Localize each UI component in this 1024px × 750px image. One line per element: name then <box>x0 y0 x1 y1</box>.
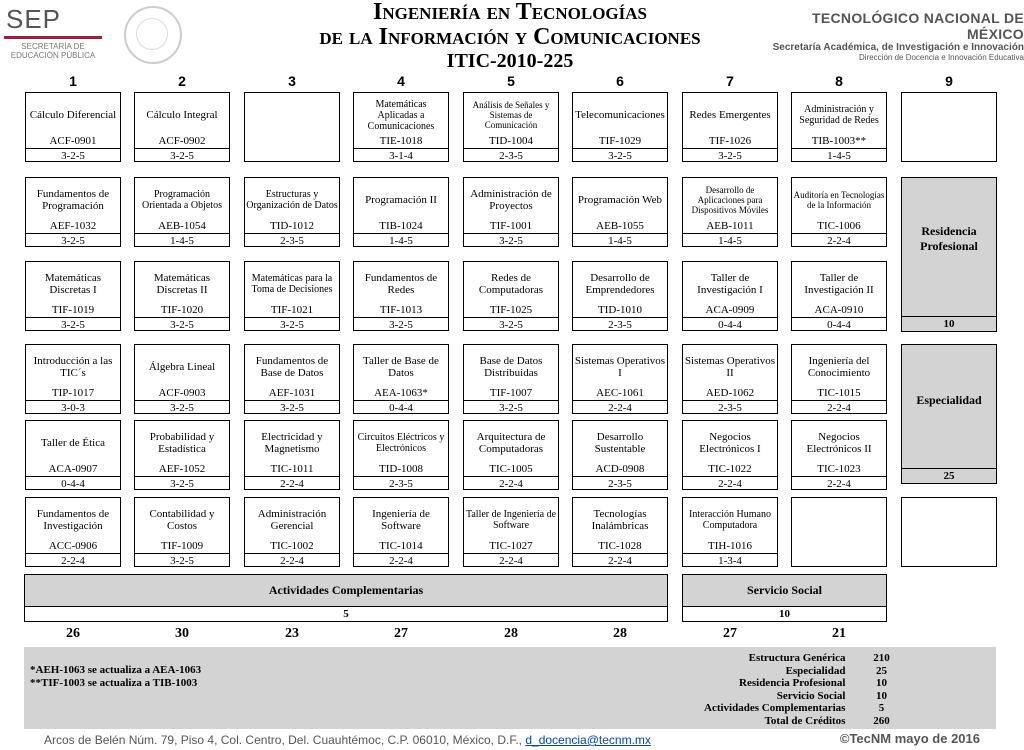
summary-label: Servicio Social <box>776 689 846 702</box>
credit-summary <box>700 652 913 727</box>
course-code: AEC-1061 <box>596 387 644 399</box>
semester-number: 5 <box>507 73 515 89</box>
summary-row <box>700 677 913 690</box>
course-cell <box>134 497 230 567</box>
course-credits: 3-2-5 <box>573 148 667 163</box>
summary-row <box>700 652 913 665</box>
course-code: TIC-1027 <box>489 540 533 552</box>
course-code: TID-1004 <box>489 135 533 147</box>
course-code: AEB-1011 <box>706 220 754 232</box>
course-name: Sistemas Operativos I <box>574 355 666 379</box>
course-cell <box>572 261 668 331</box>
course-credits: 3-2-5 <box>464 233 558 248</box>
course-name: Contabilidad y Costos <box>149 508 215 532</box>
residencia-profesional-block <box>901 177 997 332</box>
course-code: AEA-1063* <box>374 387 428 399</box>
footnotes <box>30 664 201 690</box>
summary-value: 210 <box>873 652 890 664</box>
course-name: Desarrollo Sustentable <box>594 431 646 455</box>
course-cell <box>791 420 887 490</box>
course-cell <box>463 344 559 414</box>
course-name: Electricidad y Magnetismo <box>261 431 323 455</box>
course-code: TIF-1025 <box>489 304 533 316</box>
course-code: ACD-0908 <box>595 463 645 475</box>
semester-number: 4 <box>397 73 405 89</box>
course-cell <box>134 177 230 247</box>
course-credits: 1-4-5 <box>683 233 777 248</box>
course-credits: 2-2-4 <box>354 553 448 568</box>
course-name: Ingeniería del Conocimiento <box>807 355 871 379</box>
course-code: AEF-1032 <box>49 220 97 232</box>
course-cell <box>353 420 449 490</box>
course-code: ACF-0902 <box>158 135 206 147</box>
summary-label: Actividades Complementarias <box>704 702 846 714</box>
course-code: ACA-0909 <box>705 304 755 316</box>
course-cell <box>25 497 121 567</box>
course-code: ACA-0910 <box>814 304 864 316</box>
tecnm-secretaria: Secretaría Académica, de Investigación e Innovación <box>772 42 1024 53</box>
course-name: Matemáticas Discretas I <box>44 272 102 296</box>
course-cell <box>791 497 887 567</box>
course-name: Estructuras y Organización de Datos <box>246 189 338 211</box>
course-name: Cálculo Integral <box>146 109 218 121</box>
course-cell <box>791 344 887 414</box>
course-credits: 3-2-5 <box>245 317 339 332</box>
course-cell <box>134 420 230 490</box>
course-code: ACF-0901 <box>49 135 97 147</box>
course-cell <box>682 497 778 567</box>
course-name: Redes de Computadoras <box>478 272 544 296</box>
plan-code: ITIC-2010-225 <box>446 50 574 72</box>
course-cell <box>682 92 778 162</box>
course-credits: 1-4-5 <box>573 233 667 248</box>
course-credits: 1-3-4 <box>683 553 777 568</box>
course-cell <box>572 420 668 490</box>
course-cell <box>572 92 668 162</box>
course-cell <box>572 344 668 414</box>
semester-number: 7 <box>726 73 734 89</box>
course-code: ACF-0903 <box>158 387 206 399</box>
actividades-complementarias-block <box>24 574 668 622</box>
residencia-label: Residencia Profesional <box>920 224 978 253</box>
course-name: Programación II <box>365 194 437 206</box>
semester-total: 26 <box>66 626 80 641</box>
sep-logo-bar <box>4 36 102 39</box>
course-code: ACA-0907 <box>48 463 98 475</box>
course-credits: 2-2-4 <box>245 553 339 568</box>
course-name: Redes Emergentes <box>689 109 771 121</box>
copyright: ©TecNM mayo de 2016 <box>839 731 980 746</box>
course-cell <box>244 420 340 490</box>
course-credits: 1-4-5 <box>354 233 448 248</box>
course-name: Negocios Electrónicos II <box>806 431 872 455</box>
semester-total: 30 <box>175 626 189 641</box>
course-cell <box>463 261 559 331</box>
residencia-credits: 10 <box>902 316 996 331</box>
course-cell <box>682 177 778 247</box>
course-cell <box>353 497 449 567</box>
course-credits: 2-2-4 <box>573 400 667 415</box>
course-cell <box>901 497 997 567</box>
course-credits: 3-0-3 <box>26 400 120 415</box>
course-credits: 3-2-5 <box>245 400 339 415</box>
summary-label: Especialidad <box>785 664 846 677</box>
title-line-1: Ingeniería en Tecnologías <box>372 0 648 25</box>
summary-value: 10 <box>875 677 887 689</box>
course-code: TID-1010 <box>598 304 642 316</box>
course-code: TIC-1011 <box>270 463 314 475</box>
course-name: Taller de Ética <box>41 437 105 449</box>
footnote: **TIF-1003 se actualiza a TIB-1003 <box>30 677 198 689</box>
course-name: Negocios Electrónicos I <box>699 431 761 455</box>
course-code: TIC-1006 <box>817 220 861 232</box>
course-code: TIF-1026 <box>708 135 752 147</box>
course-credits: 3-2-5 <box>26 317 120 332</box>
course-cell <box>25 261 121 331</box>
course-cell <box>901 92 997 162</box>
address-text: Arcos de Belén Núm. 79, Piso 4, Col. Centro, Del. Cuauhtémoc, C.P. 06010, México, D.F., <box>44 733 526 747</box>
course-cell <box>353 177 449 247</box>
course-name: Fundamentos de Redes <box>364 272 438 296</box>
semester-number: 1 <box>69 73 77 89</box>
course-code: TIF-1029 <box>598 135 642 147</box>
course-name: Programación Web <box>577 194 663 206</box>
summary-value: 25 <box>875 664 887 677</box>
sep-logo-subtitle: SECRETARÍA DE EDUCACIÓN PÚBLICA <box>10 42 96 60</box>
semester-total: 28 <box>613 626 627 641</box>
summary-label: Total de Créditos <box>764 714 846 727</box>
course-code: ACC-0906 <box>48 540 98 552</box>
course-credits: 2-2-4 <box>683 476 777 491</box>
semester-total: 28 <box>504 626 518 641</box>
course-name: Análisis de Señales y Sistemas de Comunicación <box>472 100 550 130</box>
course-name: Ingeniería de Software <box>372 508 430 532</box>
course-name: Taller de Investigación I <box>697 272 763 296</box>
course-name: Auditoría en Tecnologías de la Información <box>793 190 885 210</box>
summary-value: 260 <box>873 714 890 727</box>
course-code: TIF-1007 <box>489 387 533 399</box>
course-code: TIC-1028 <box>598 540 642 552</box>
course-cell <box>463 92 559 162</box>
course-credits: 0-4-4 <box>354 400 448 415</box>
course-name: Tecnologías Inalámbricas <box>591 508 649 532</box>
course-cell <box>791 177 887 247</box>
course-code: TIB-1003** <box>811 135 867 147</box>
especialidad-label: Especialidad <box>916 393 982 407</box>
semester-number: 2 <box>178 73 186 89</box>
course-name: Taller de Investigación II <box>804 272 874 296</box>
summary-label: Residencia Profesional <box>739 677 846 689</box>
course-name: Programación Orientada a Objetos <box>142 189 222 211</box>
course-credits: 3-2-5 <box>683 148 777 163</box>
course-code: AEB-1055 <box>596 220 644 232</box>
course-credits: 0-4-4 <box>683 317 777 332</box>
course-name <box>903 95 995 135</box>
course-cell <box>791 261 887 331</box>
actividades-label: Actividades Complementarias <box>268 583 424 597</box>
course-code: AEF-1031 <box>268 387 316 399</box>
course-name: Álgebra Lineal <box>148 361 216 373</box>
semester-number: 6 <box>616 73 624 89</box>
especialidad-credits: 25 <box>902 468 996 483</box>
course-name: Taller de Ingeniería de Software <box>465 509 557 531</box>
course-code: TIP-1017 <box>51 387 95 399</box>
course-credits: 3-1-4 <box>354 148 448 163</box>
tecnm-name: TECNOLÓGICO NACIONAL DE MÉXICO <box>812 10 1024 42</box>
course-cell <box>25 177 121 247</box>
page-title <box>240 0 780 72</box>
course-cell <box>463 177 559 247</box>
course-credits: 2-3-5 <box>683 400 777 415</box>
course-code: TIC-1015 <box>817 387 861 399</box>
semester-number: 8 <box>835 73 843 89</box>
coat-of-arms-seal-icon <box>124 6 182 64</box>
course-cell <box>134 92 230 162</box>
course-credits: 3-2-5 <box>26 148 120 163</box>
course-code: TIC-1014 <box>379 540 423 552</box>
summary-row <box>700 665 913 678</box>
course-code: AED-1062 <box>705 387 755 399</box>
course-cell <box>791 92 887 162</box>
course-code: TIF-1019 <box>51 304 95 316</box>
course-credits: 2-2-4 <box>792 400 886 415</box>
summary-label: Estructura Genérica <box>748 652 846 664</box>
course-cell <box>353 92 449 162</box>
course-name: Matemáticas para la Toma de Decisiones <box>251 273 333 295</box>
summary-row <box>700 702 913 715</box>
course-name: Circuitos Eléctricos y Electrónicos <box>357 432 445 454</box>
semester-total: 23 <box>285 626 299 641</box>
course-name: Telecomunicaciones <box>575 109 665 121</box>
course-credits: 2-2-4 <box>792 476 886 491</box>
course-name: Desarrollo de Aplicaciones para Dispositivos Móviles <box>691 185 769 215</box>
sep-logo <box>4 4 114 60</box>
semester-number: 3 <box>288 73 296 89</box>
course-cell <box>134 344 230 414</box>
summary-value: 5 <box>878 702 885 714</box>
course-name: Administración de Proyectos <box>470 188 552 212</box>
course-name: Matemáticas Discretas II <box>153 272 211 296</box>
course-code: AEF-1052 <box>158 463 206 475</box>
course-code: TIF-1020 <box>160 304 204 316</box>
course-credits: 3-2-5 <box>135 148 229 163</box>
semester-total: 21 <box>832 626 846 641</box>
course-credits: 2-2-4 <box>464 476 558 491</box>
course-cell <box>244 261 340 331</box>
course-credits: 1-4-5 <box>792 148 886 163</box>
course-name: Taller de Base de Datos <box>363 355 439 379</box>
course-code: TIC-1002 <box>270 540 314 552</box>
especialidad-block <box>901 344 997 484</box>
course-name <box>246 95 338 135</box>
course-code: TIC-1005 <box>489 463 533 475</box>
course-name: Administración Gerencial <box>257 508 327 532</box>
course-credits: 3-2-5 <box>26 233 120 248</box>
servicio-credits: 10 <box>683 606 886 621</box>
course-code: TIC-1022 <box>708 463 752 475</box>
tecnm-logo <box>754 10 1024 62</box>
course-cell <box>682 344 778 414</box>
course-code: TIF-1013 <box>379 304 423 316</box>
course-cell <box>572 497 668 567</box>
course-cell <box>244 177 340 247</box>
servicio-label: Servicio Social <box>747 583 822 597</box>
course-credits: 2-3-5 <box>573 476 667 491</box>
course-cell <box>353 261 449 331</box>
tecnm-direccion: Dirección de Docencia e Innovación Educativa <box>859 53 1024 62</box>
course-code: TIF-1009 <box>160 540 204 552</box>
course-credits: 2-3-5 <box>573 317 667 332</box>
course-code: TIF-1021 <box>270 304 314 316</box>
course-code: TIH-1016 <box>708 540 752 552</box>
course-cell <box>572 177 668 247</box>
email-link[interactable]: d_docencia@tecnm.mx <box>525 733 651 747</box>
course-name: Arquitectura de Computadoras <box>476 431 546 455</box>
course-name: Fundamentos de Base de Datos <box>255 355 329 379</box>
title-line-2: de la Información y Comunicaciones <box>319 24 701 50</box>
course-cell <box>25 92 121 162</box>
course-code: AEB-1054 <box>158 220 206 232</box>
course-cell <box>682 420 778 490</box>
course-cell <box>463 420 559 490</box>
course-name: Matemáticas Aplicadas a Comunicaciones <box>367 98 435 132</box>
course-name: Base de Datos Distribuidas <box>479 355 543 379</box>
course-cell <box>353 344 449 414</box>
course-credits: 3-2-5 <box>135 553 229 568</box>
course-name: Interacción Humano Computadora <box>689 509 771 531</box>
course-credits: 2-3-5 <box>354 476 448 491</box>
course-credits: 2-2-4 <box>792 233 886 248</box>
course-cell <box>682 261 778 331</box>
course-cell <box>244 92 340 162</box>
course-credits: 0-4-4 <box>26 476 120 491</box>
actividades-credits: 5 <box>25 606 667 621</box>
course-cell <box>25 344 121 414</box>
course-code: TIC-1023 <box>817 463 861 475</box>
course-name: Administración y Seguridad de Redes <box>799 104 879 126</box>
course-credits: 3-2-5 <box>464 400 558 415</box>
summary-value: 10 <box>875 689 887 702</box>
course-name: Probabilidad y Estadística <box>149 431 215 455</box>
course-credits: 2-2-4 <box>245 476 339 491</box>
course-name: Fundamentos de Programación <box>36 188 110 212</box>
sep-logo-word: SEP <box>6 4 62 34</box>
semester-total: 27 <box>394 626 408 641</box>
course-credits: 2-3-5 <box>464 148 558 163</box>
course-name: Sistemas Operativos II <box>684 355 776 379</box>
course-cell <box>25 420 121 490</box>
course-cell <box>134 261 230 331</box>
summary-row <box>700 715 913 728</box>
course-credits: 3-2-5 <box>135 400 229 415</box>
servicio-social-block <box>682 574 887 622</box>
course-name <box>793 500 885 540</box>
course-code: TID-1012 <box>270 220 314 232</box>
course-credits: 3-2-5 <box>135 317 229 332</box>
course-code: TIE-1018 <box>379 135 423 147</box>
course-credits: 2-2-4 <box>26 553 120 568</box>
footnote: *AEH-1063 se actualiza a AEA-1063 <box>30 664 202 676</box>
course-credits: 3-2-5 <box>135 476 229 491</box>
semester-total: 27 <box>723 626 737 641</box>
course-cell <box>244 497 340 567</box>
course-name: Introducción a las TIC´s <box>33 355 113 379</box>
course-credits: 1-4-5 <box>135 233 229 248</box>
course-credits: 2-2-4 <box>573 553 667 568</box>
course-name: Desarrollo de Emprendedores <box>585 272 655 296</box>
course-cell <box>463 497 559 567</box>
course-code: TIB-1024 <box>379 220 423 232</box>
course-cell <box>244 344 340 414</box>
course-credits: 0-4-4 <box>792 317 886 332</box>
course-name: Fundamentos de Investigación <box>36 508 110 532</box>
course-name <box>903 500 995 540</box>
summary-row <box>700 690 913 703</box>
course-name: Cálculo Diferencial <box>29 109 117 121</box>
course-credits: 3-2-5 <box>354 317 448 332</box>
course-credits: 2-3-5 <box>245 233 339 248</box>
course-code: TID-1008 <box>379 463 423 475</box>
course-credits: 2-2-4 <box>464 553 558 568</box>
course-code: TIF-1001 <box>489 220 533 232</box>
footer-address <box>44 733 651 747</box>
course-credits: 3-2-5 <box>464 317 558 332</box>
semester-number: 9 <box>945 73 953 89</box>
